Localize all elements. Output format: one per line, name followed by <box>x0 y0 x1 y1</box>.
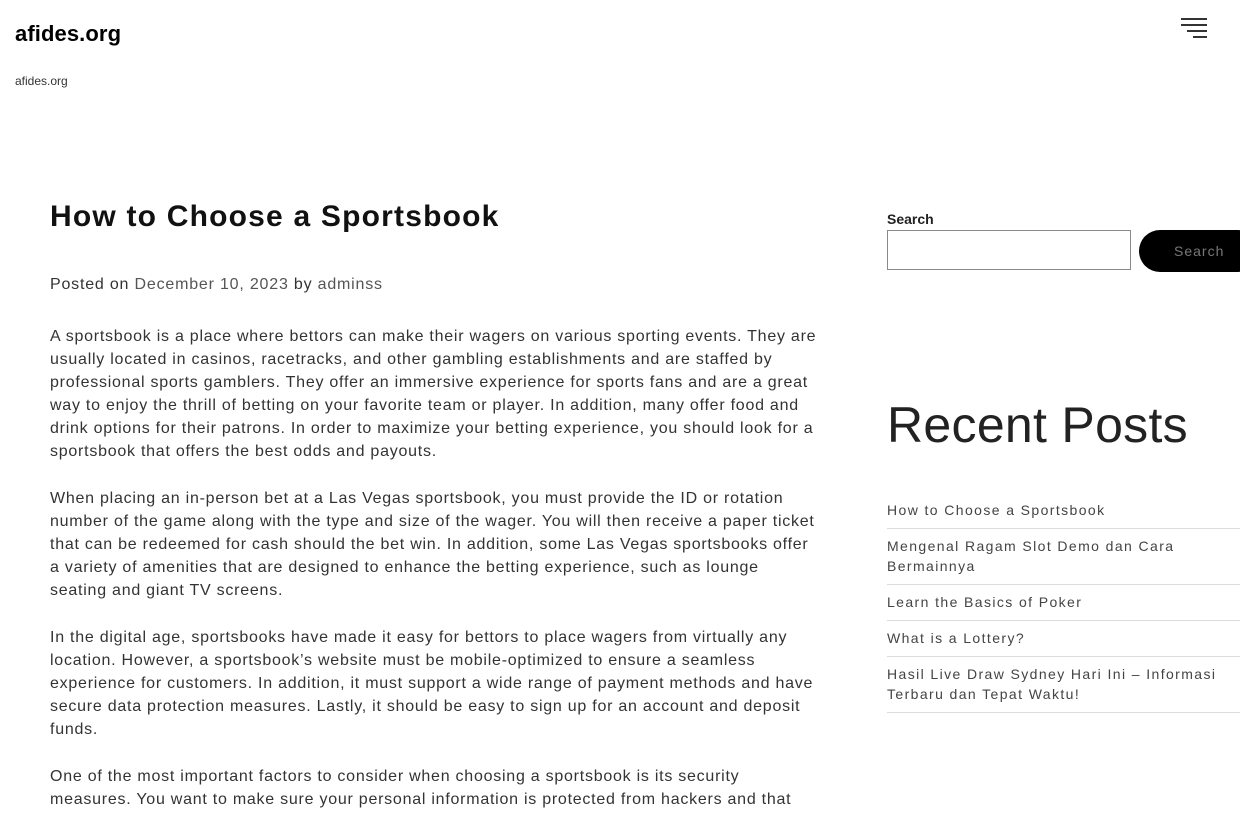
hamburger-menu-icon[interactable] <box>1180 16 1208 38</box>
post-title: How to Choose a Sportsbook <box>50 200 500 233</box>
search-form <box>887 230 1240 272</box>
list-item <box>887 628 1240 657</box>
list-item <box>887 500 1240 529</box>
by-label: by <box>293 276 313 293</box>
recent-post-link[interactable]: Hasil Live Draw Sydney Hari Ini – Informasi Terbaru dan Tepat Waktu! <box>887 666 1217 702</box>
post-paragraph: A sportsbook is a place where bettors can make their wagers on various sporting events. They are usually located in casinos, racetracks, and other gambling establishments and are staffed by professional sports gamblers. They offer an immersive experience for sports fans and are a great way to enjoy the thrill of betting on your favorite team or player. In addition, many offer food and drink options for their patrons. In order to maximize your betting experience, you should look for a sportsbook that offers the best odds and payouts. <box>50 328 817 460</box>
recent-post-link[interactable]: How to Choose a Sportsbook <box>887 502 1106 518</box>
posted-on-label: Posted on <box>50 276 130 293</box>
sidebar <box>887 208 1240 702</box>
recent-posts-list <box>887 500 1240 720</box>
post-author-link[interactable]: adminss <box>317 276 383 293</box>
post-meta <box>50 276 820 294</box>
recent-post-link[interactable]: Mengenal Ragam Slot Demo dan Cara Bermainnya <box>887 538 1175 574</box>
site-header <box>0 0 1240 110</box>
recent-posts-heading: Recent Posts <box>887 397 1188 453</box>
post-paragraph: One of the most important factors to consider when choosing a sportsbook is its security measures. You want to make sure your personal information is protected from hackers and that <box>50 768 792 808</box>
post-paragraph: When placing an in-person bet at a Las Vegas sportsbook, you must provide the ID or rotation number of the game along with the type and size of the wager. You will then receive a paper ticket that can be redeemed for cash should the bet win. In addition, some Las Vegas sportsbooks offer a variety of amenities that are designed to enhance the betting experience, such as lounge seating and giant TV screens. <box>50 490 815 599</box>
site-tagline: afides.org <box>15 74 68 88</box>
recent-post-link[interactable]: Learn the Basics of Poker <box>887 594 1083 610</box>
search-input[interactable] <box>887 230 1131 270</box>
main-content <box>50 195 820 835</box>
site-title-link[interactable]: afides.org <box>15 21 122 46</box>
search-button[interactable]: Search <box>1139 230 1240 272</box>
recent-post-link[interactable]: What is a Lottery? <box>887 630 1026 646</box>
post-body <box>50 325 820 811</box>
post-date-link[interactable]: December 10, 2023 <box>134 276 289 293</box>
search-label: Search <box>887 211 934 227</box>
post-paragraph: In the digital age, sportsbooks have made it easy for bettors to place wagers from virtually any location. However, a sportsbook’s website must be mobile-optimized to ensure a seamless experience for customers. In addition, it must support a wide range of payment methods and have secure data protection measures. Lastly, it should be easy to sign up for an account and deposit funds. <box>50 629 814 738</box>
list-item <box>887 592 1240 621</box>
list-item <box>887 664 1240 713</box>
list-item <box>887 536 1240 585</box>
